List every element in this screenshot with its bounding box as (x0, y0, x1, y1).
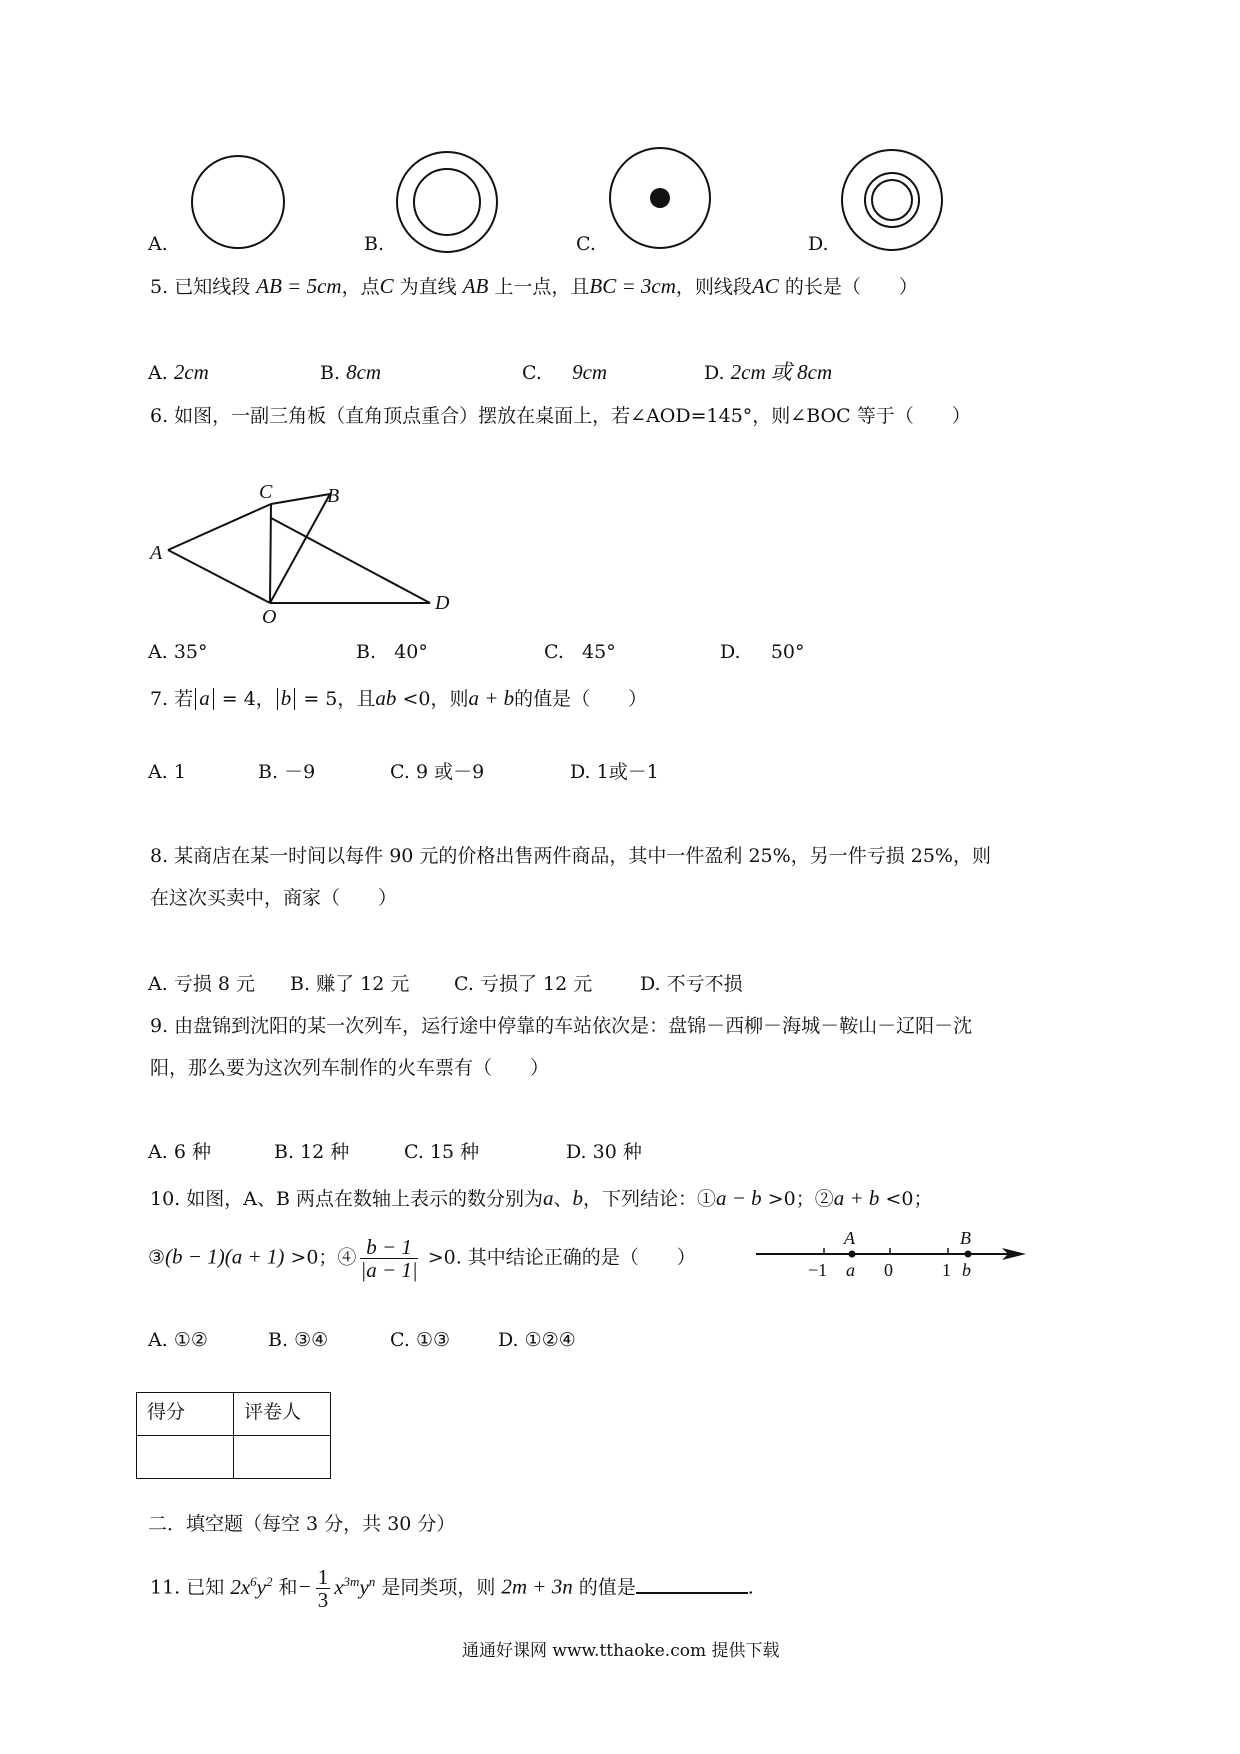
q10-option-b (268, 1328, 328, 1352)
q10-option-c-label: C. (390, 1329, 410, 1351)
q9-option-a-value: 6 种 (173, 1141, 211, 1163)
q9-option-b-value: 12 种 (300, 1141, 350, 1163)
q5-option-a-label: A. (148, 362, 168, 384)
q10-l2-text-2: >0；④ (284, 1246, 357, 1269)
q7-option-d-value: 1或－1 (596, 761, 659, 783)
q11-math-term-1: $2x^6y^2$ (230, 1573, 273, 1599)
q5-option-b-value: 8cm (346, 360, 382, 384)
q10-fraction-numerator: b − 1 (360, 1236, 417, 1259)
q7-text-1: 若 (174, 688, 194, 710)
q9-option-b (274, 1140, 349, 1164)
q7-option-d (570, 760, 659, 784)
q6-line-cb (271, 494, 330, 504)
q4-option-b-label: B. (364, 233, 385, 255)
q10-math-b: b (572, 1186, 583, 1210)
q10-tick-label-b: b (962, 1260, 971, 1280)
score-table-score-cell[interactable] (137, 1436, 234, 1479)
q9-option-a-label: A. (148, 1141, 168, 1163)
q10-option-a (148, 1328, 208, 1352)
q5-math-1: AB = 5cm (256, 274, 342, 298)
q6-option-c-value: 45° (582, 641, 616, 663)
q9-option-c (404, 1140, 479, 1164)
q10-fraction-denominator: |a − 1| (360, 1258, 418, 1282)
q7-option-c (390, 760, 484, 784)
q7-option-b-value: －9 (284, 761, 316, 783)
q8-option-a-label: A. (148, 973, 168, 995)
q10-tick-label-minus-one: −1 (808, 1260, 828, 1280)
q7-option-a-value: 1 (173, 761, 186, 783)
q6-line-ac (168, 504, 271, 550)
q10-question-line-1 (150, 1186, 932, 1211)
q10-fraction (360, 1236, 417, 1281)
q6-option-c (544, 640, 616, 664)
q9-option-b-label: B. (274, 1141, 295, 1163)
q9-option-d-value: 30 种 (592, 1141, 642, 1163)
q11-exp-y2: 2 (265, 1573, 273, 1589)
q9-question-line-1: 9. 由盘锦到沈阳的某一次列车，运行途中停靠的车站依次是：盘锦－西柳－海城－鞍山－辽阳－沈 (150, 1015, 973, 1037)
q6-option-b-label: B. (356, 641, 377, 663)
q10-option-d-value: ①②④ (524, 1329, 576, 1351)
q6-label-b: B (327, 485, 340, 507)
q10-option-d (498, 1328, 576, 1352)
q10-point-a (849, 1251, 856, 1258)
q6-line-bo (270, 494, 330, 603)
q10-label-point-b: B (960, 1228, 971, 1248)
q4-option-c-label: C. (576, 233, 596, 255)
q8-question-line-1: 8. 某商店在某一时间以每件 90 元的价格出售两件商品，其中一件盈利 25%，另一件亏损 25%，则 (150, 845, 991, 867)
q6-line-cd (271, 518, 430, 603)
q6-option-a-label: A. (148, 641, 168, 663)
score-table-entry-row (137, 1436, 331, 1479)
q11-text-2: 和 (278, 1576, 298, 1599)
q5-option-d-label: D. (704, 362, 725, 384)
q7-option-a-label: A. (148, 761, 168, 783)
score-table-header-row (137, 1393, 331, 1436)
q10-option-b-label: B. (268, 1329, 289, 1351)
q10-text-4: >0；② (761, 1188, 834, 1210)
q5-option-b-label: B. (320, 362, 341, 384)
q9-question-line-2: 阳，那么要为这次列车制作的火车票有（ ） (150, 1057, 550, 1079)
q4-option-d-label: D. (808, 233, 829, 255)
q6-label-c: C (259, 481, 273, 503)
q9-option-c-label: C. (404, 1141, 424, 1163)
page-footer: 通通好课网 www.tthaoke.com 提供下载 (462, 1641, 780, 1661)
q10-option-c-value: ①③ (415, 1329, 451, 1351)
q7-math-a-plus-b: a + b (468, 686, 515, 710)
q5-text-6: 的长是（ ） (784, 276, 918, 298)
q5-text-2: ，点 (341, 276, 380, 298)
q5-text-3: 为直线 (399, 276, 457, 298)
q7-option-c-label: C. (390, 761, 410, 783)
q7-question (150, 686, 647, 711)
q8-option-c-value: 亏损了 12 元 (479, 973, 593, 995)
q8-option-d-value: 不亏不损 (666, 973, 743, 995)
q11-answer-blank[interactable] (636, 1570, 748, 1594)
q10-tick-label-one: 1 (942, 1260, 951, 1280)
q9-option-d-label: D. (566, 1141, 587, 1163)
q6-option-d-value: 50° (770, 641, 805, 663)
q10-option-a-label: A. (148, 1329, 168, 1351)
q11-math-term-2: $x^{3m}y^n$ (334, 1573, 376, 1599)
q5-option-a-value: 2cm (173, 360, 209, 384)
q10-label-point-a: A (844, 1228, 855, 1248)
q6-figure (0, 0, 1240, 640)
q6-option-c-label: C. (544, 641, 564, 663)
q6-option-a-value: 35° (173, 641, 208, 663)
q11-question (150, 1566, 754, 1611)
q11-math-expression: 2m + 3n (501, 1574, 573, 1599)
q11-fraction-denominator: 3 (317, 1588, 329, 1612)
q5-math-4: BC = 3cm (589, 274, 676, 298)
score-table-score-header: 得分 (137, 1393, 234, 1436)
section-2-title: 二．填空题（每空 3 分，共 30 分） (148, 1513, 456, 1535)
q8-option-d-label: D. (640, 973, 661, 995)
q11-text-3: 是同类项，则 (381, 1576, 496, 1599)
q7-number: 7. (150, 688, 169, 710)
q7-option-a (148, 760, 186, 784)
q7-option-c-value: 9 或－9 (415, 761, 485, 783)
q6-option-a (148, 640, 208, 664)
q7-text-4: 的值是（ ） (514, 688, 648, 710)
q11-fraction-numerator: 1 (317, 1565, 329, 1589)
q5-text-1: 已知线段 (174, 276, 251, 298)
q10-l2-text-3: >0. 其中结论正确的是（ ） (421, 1246, 696, 1269)
q6-option-d-label: D. (720, 641, 741, 663)
q8-option-c (454, 972, 592, 996)
q10-math-a-plus-b: a + b (833, 1186, 880, 1210)
q7-option-b (258, 760, 315, 784)
q8-option-b-value: 赚了 12 元 (316, 973, 410, 995)
q7-math-ab: ab (375, 686, 397, 710)
q5-math-2: C (379, 274, 394, 298)
q6-label-o: O (262, 606, 277, 628)
q6-label-a: A (150, 542, 163, 564)
q8-option-a (148, 972, 255, 996)
q9-option-a (148, 1140, 211, 1164)
q8-question-line-2: 在这次买卖中，商家（ ） (150, 887, 398, 909)
q5-option-d-value: 2cm 或 8cm (730, 360, 833, 384)
q5-text-5: ，则线段 (675, 276, 752, 298)
q11-text-5: . (747, 1576, 754, 1599)
q10-math-a-minus-b: a − b (716, 1186, 762, 1210)
q10-text-5: <0； (879, 1188, 933, 1210)
q8-option-b-label: B. (290, 973, 311, 995)
q10-option-a-value: ①② (173, 1329, 208, 1351)
q7-math-b: b (280, 686, 292, 710)
q5-option-c-label: C. (522, 362, 542, 384)
q7-option-d-label: D. (570, 761, 591, 783)
q10-question-line-2 (148, 1236, 696, 1281)
q7-math-a: a (199, 686, 210, 710)
q11-number: 11. (150, 1576, 181, 1599)
q8-option-b (290, 972, 409, 996)
q10-text-1: 10. 如图，A、B 两点在数轴上表示的数分别为 (150, 1188, 543, 1210)
score-table (136, 1392, 331, 1479)
q5-number: 5. (150, 276, 169, 298)
q8-option-a-value: 亏损 8 元 (173, 973, 255, 995)
q8-option-c-label: C. (454, 973, 474, 995)
q6-line-ao (168, 550, 270, 603)
q10-text-3: ，下列结论：① (583, 1188, 717, 1210)
q10-tick-label-a: a (846, 1260, 855, 1280)
q7-math-a-eq: = 4， (215, 688, 275, 710)
q11-math-minus: − (297, 1574, 312, 1599)
q7-option-b-label: B. (258, 761, 279, 783)
q11-fraction (316, 1566, 331, 1611)
q6-option-b (356, 640, 428, 664)
q5-text-4: 上一点，且 (494, 276, 590, 298)
score-table-grader-cell[interactable] (234, 1436, 331, 1479)
q5-math-5: AC (751, 274, 779, 298)
q6-label-d: D (435, 592, 450, 614)
q6-question: 6. 如图，一副三角板（直角顶点重合）摆放在桌面上，若∠AOD=145°，则∠BOC 等于（ ） (150, 405, 971, 427)
q11-text-1: 已知 (186, 1576, 225, 1599)
q10-option-c (390, 1328, 450, 1352)
q11-exp-yn: n (368, 1573, 376, 1589)
q10-l2-text-1: ③ (148, 1246, 166, 1269)
q5-option-c-value: 9cm (572, 360, 608, 384)
score-table-grader-header: 评卷人 (234, 1393, 331, 1436)
q8-option-d (640, 972, 743, 996)
q5-math-3: AB (462, 274, 489, 298)
q10-option-d-label: D. (498, 1329, 519, 1351)
q7-text-3: <0，则 (396, 688, 469, 710)
q11-exp-x3m: 3m (343, 1573, 360, 1589)
q4-option-a-label: A. (148, 233, 168, 255)
q10-number-line (740, 1218, 1040, 1288)
q7-math-b-eq: = 5 (297, 688, 338, 710)
q10-tick-label-zero: 0 (884, 1260, 893, 1280)
q9-option-c-value: 15 种 (429, 1141, 480, 1163)
q7-text-2: ，且 (337, 688, 376, 710)
q6-option-d (720, 640, 805, 664)
q10-math-a: a (542, 1186, 554, 1210)
q9-option-d (566, 1140, 642, 1164)
q10-math-product: (b − 1)(a + 1) (165, 1244, 285, 1269)
q11-exp-x6: 6 (250, 1573, 257, 1589)
q10-point-b (965, 1251, 972, 1258)
q11-text-4: 的值是 (578, 1576, 636, 1599)
q10-option-b-value: ③④ (294, 1329, 329, 1351)
q10-text-2: 、 (553, 1188, 573, 1210)
q6-option-b-value: 40° (394, 641, 428, 663)
